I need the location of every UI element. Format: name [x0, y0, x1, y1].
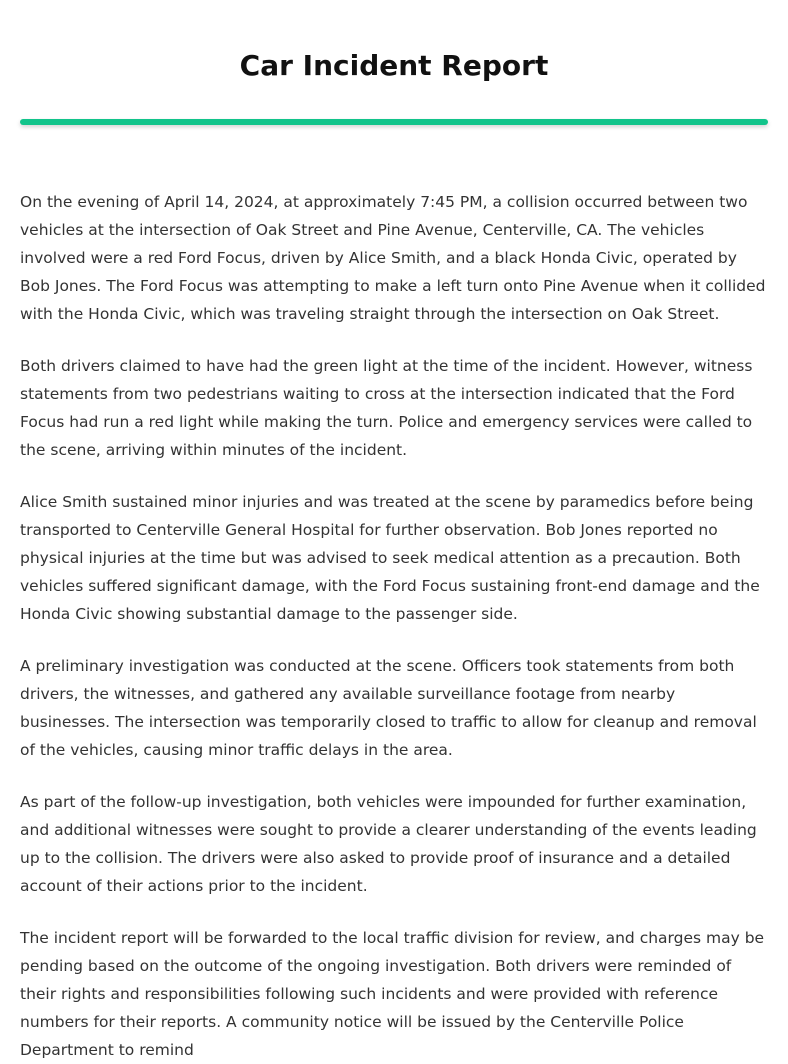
report-paragraph: On the evening of April 14, 2024, at approximately 7:45 PM, a collision occurred between two vehicles at the intersection of Oak Street and Pine Avenue, Centerville, CA. The vehicles involved were a red Ford Focus, driven by Alice Smith, and a black Honda Civic, operated by Bob Jones. The Ford Focus was attempting to make a left turn onto Pine Avenue when it collided with the Honda Civic, which was traveling straight through the intersection on Oak Street. [20, 193, 766, 323]
page-title: Car Incident Report [239, 49, 549, 82]
report-paragraph: As part of the follow-up investigation, both vehicles were impounded for further examination, and additional witnesses were sought to provide a clearer understanding of the events leading up to the collision. The drivers were also asked to provide proof of insurance and a detailed account of their actions prior to the incident. [20, 793, 757, 895]
report-paragraph: A preliminary investigation was conducted at the scene. Officers took statements from both drivers, the witnesses, and gathered any available surveillance footage from nearby businesses. The intersection was temporarily closed to traffic to allow for cleanup and removal of the vehicles, causing minor traffic delays in the area. [20, 657, 757, 759]
report-paragraph: Alice Smith sustained minor injuries and was treated at the scene by paramedics before being transported to Centerville General Hospital for further observation. Bob Jones reported no physical injuries at the time but was advised to seek medical attention as a precaution. Both vehicles suffered significant damage, with the Ford Focus sustaining front-end damage and the Honda Civic showing substantial damage to the passenger side. [20, 493, 760, 623]
report-paragraph: The incident report will be forwarded to the local traffic division for review, and charges may be pending based on the outcome of the ongoing investigation. Both drivers were reminded of their rights and responsibilities following such incidents and were provided with reference numbers for their reports. A community notice will be issued by the Centerville Police Department to remind [20, 929, 765, 1059]
title-divider [20, 119, 768, 125]
report-body [20, 188, 768, 1064]
report-paragraph: Both drivers claimed to have had the green light at the time of the incident. However, witness statements from two pedestrians waiting to cross at the intersection indicated that the Ford Focus had run a red light while making the turn. Police and emergency services were called to the scene, arriving within minutes of the incident. [20, 357, 753, 459]
